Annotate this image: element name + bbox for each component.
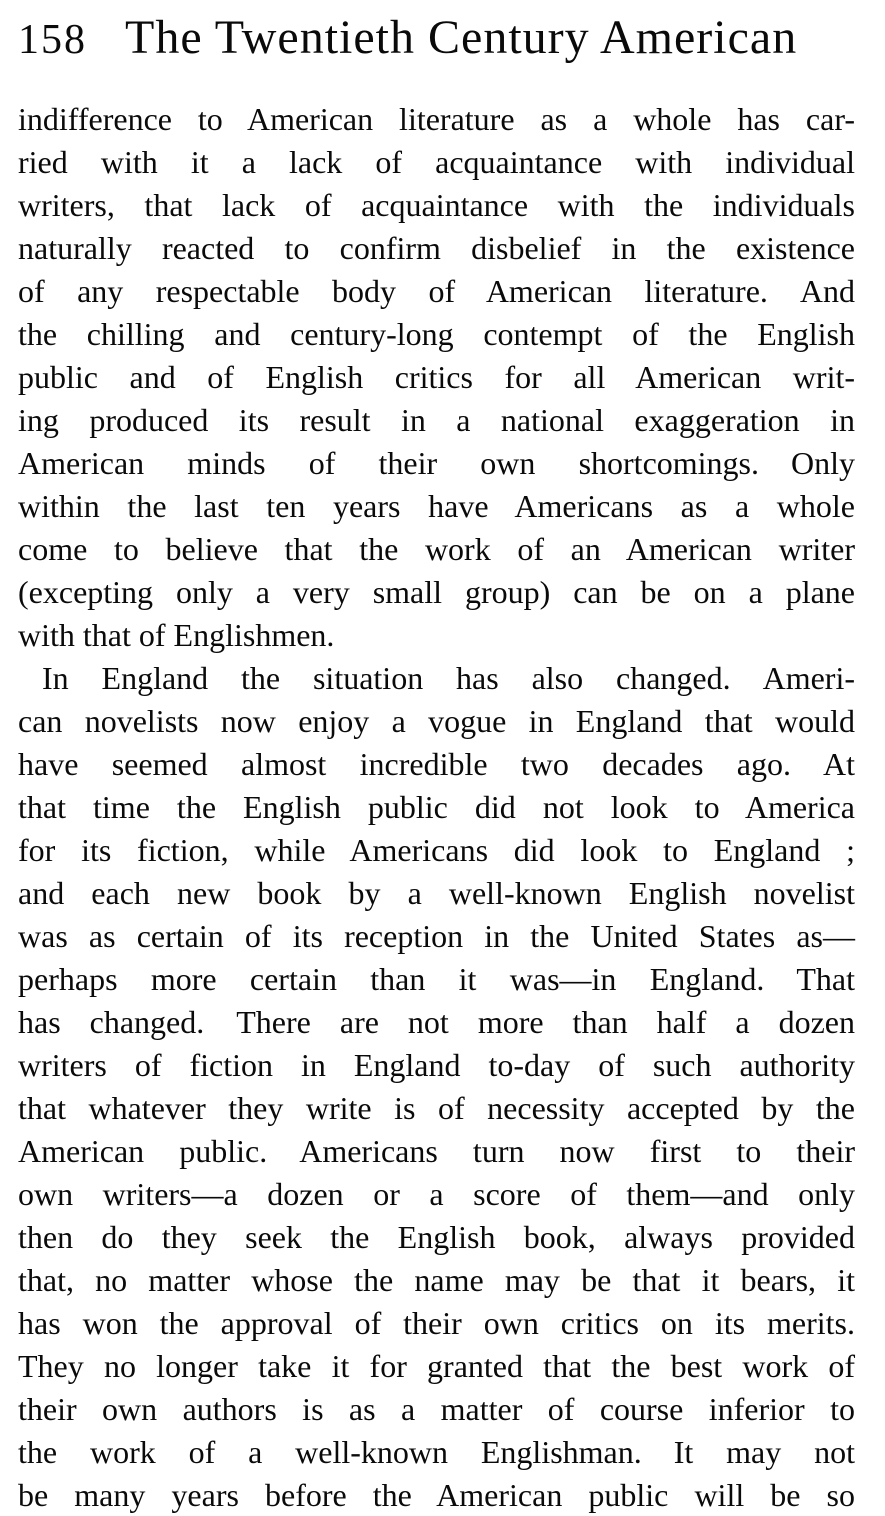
text-line: come to believe that the work of an American writer [18,531,855,567]
text-line: (excepting only a very small group) can be on a plane [18,574,855,610]
running-title: The Twentieth Century American [125,11,798,64]
text-line: writers of fiction in England to-day of such authority [18,1047,855,1083]
text-line: that time the English public did not look to America [18,789,855,825]
page-header [18,10,855,74]
text-line: own writers—a dozen or a score of them—and only [18,1176,855,1212]
page-number: 158 [18,17,87,63]
text-lines [18,98,855,1516]
text-line: within the last ten years have Americans as a whole [18,488,855,524]
text-line: be many years before the American public will be so [18,1477,855,1513]
text-line: was as certain of its reception in the United States as— [18,918,855,954]
text-line: the work of a well-known Englishman. It may not [18,1434,855,1470]
text-line: writers, that lack of acquaintance with the individuals [18,187,855,223]
text-line: that whatever they write is of necessity accepted by the [18,1090,855,1126]
text-line: indifference to American literature as a whole has car- [18,101,855,137]
text-line: In England the situation has also changed. Ameri- [42,660,855,696]
text-line: for its fiction, while Americans did look to England ; [18,832,855,868]
text-line: the chilling and century-long contempt of the English [18,316,855,352]
text-line: has changed. There are not more than half a dozen [18,1004,855,1040]
text-line: public and of English critics for all American writ- [18,359,855,395]
text-line: have seemed almost incredible two decades ago. At [18,746,855,782]
text-line: with that of Englishmen. [18,617,335,653]
text-line: has won the approval of their own critics on its merits. [18,1305,855,1341]
text-line: then do they seek the English book, always provided [18,1219,855,1255]
text-line: American minds of their own shortcomings. Only [18,445,855,481]
text-line: perhaps more certain than it was—in England. That [18,961,855,997]
text-line: naturally reacted to confirm disbelief in the existence [18,230,855,266]
text-line: that, no matter whose the name may be that it bears, it [18,1262,855,1298]
text-line: of any respectable body of American literature. And [18,273,855,309]
text-line: ried with it a lack of acquaintance with individual [18,144,855,180]
text-line: and each new book by a well-known English novelist [18,875,855,911]
text-line: They no longer take it for granted that the best work of [18,1348,855,1384]
text-line: American public. Americans turn now first to their [18,1133,855,1169]
text-line: can novelists now enjoy a vogue in England that would [18,703,855,739]
text-line: ing produced its result in a national exaggeration in [18,402,855,438]
text-line: their own authors is as a matter of course inferior to [18,1391,855,1427]
